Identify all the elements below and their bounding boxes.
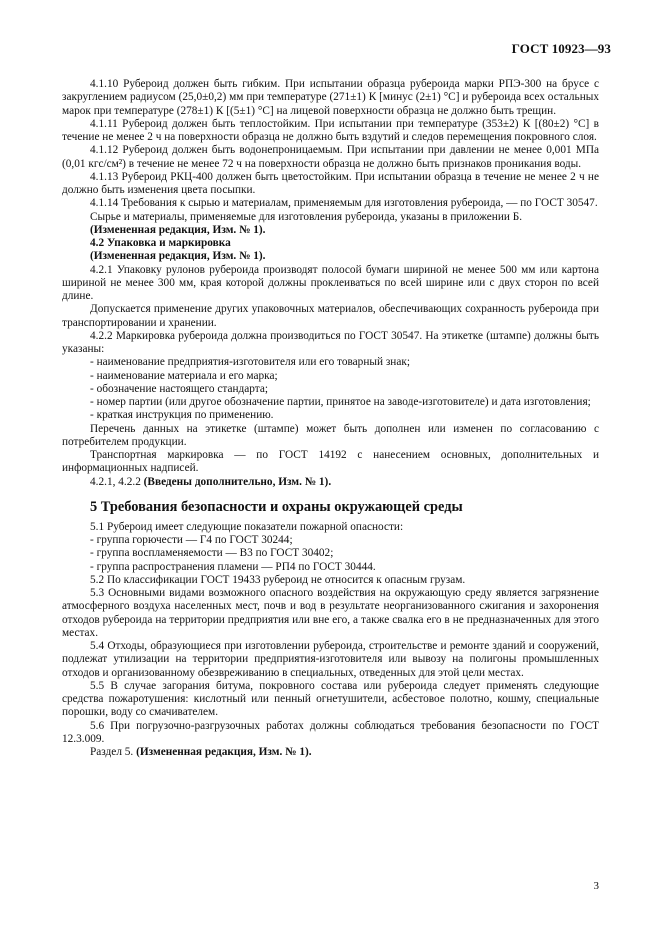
clause-4-1-10: 4.1.10 Рубероид должен быть гибким. При испытании образца рубероида марки РПЭ-300 на брусе с закруглением радиусом (25,0±0,2) мм при температуре (271±1) К [минус (2±1) °С] и рубероида всех остальных марок при температуре (278±1) К [(5±1) °С] на лицевой поверхности образца не должно быть трещин. xyxy=(62,78,599,117)
amendment-note: (Измененная редакция, Изм. № 1). xyxy=(90,223,266,236)
page-number: 3 xyxy=(593,880,599,892)
section-5-ref: Раздел 5. xyxy=(90,746,137,758)
clause-5-6: 5.6 При погрузочно-разгрузочных работах должны соблюдаться требования безопасности по ГОСТ 12.3.009. xyxy=(62,719,599,745)
clause-5-4: 5.4 Отходы, образующиеся при изготовлении рубероида, строительстве и ремонте зданий и сооружений, подлежат утилизации на территории предприятия-изготовителя или вывозу на полигоны промышленных отходов и организованному обезвреживанию в специальных, отведенных для этой цели местах. xyxy=(62,640,599,679)
added-clauses-amendment: (Введены дополнительно, Изм. № 1). xyxy=(143,475,332,488)
amendment-note: (Измененная редакция, Изм. № 1). xyxy=(90,250,266,263)
list-item: - краткая инструкция по применению. xyxy=(90,409,274,422)
section-5-amendment-note xyxy=(62,746,599,759)
list-item: - наименование предприятия-изготовителя или его товарный знак; xyxy=(90,356,410,369)
clause-5-2: 5.2 По классификации ГОСТ 19433 рубероид не относится к опасным грузам. xyxy=(90,573,466,586)
document-header: ГОСТ 10923—93 xyxy=(511,41,611,56)
added-clauses-ref: 4.2.1, 4.2.2 xyxy=(90,475,144,488)
clause-5-5: 5.5 В случае загорания битума, покровного состава или рубероида следует применять следующие средства пожаротушения: кислотный или пенный огнетушители, асбестовое полотно, кошму, специальные порошки, воду со смачивателем. xyxy=(62,679,599,719)
packaging-note: Допускается применение других упаковочных материалов, обеспечивающих сохранность рубероида при транспортировании и хранении. xyxy=(62,303,599,329)
transport-marking-note: Транспортная маркировка — по ГОСТ 14192 с нанесением основных, дополнительных и информационных надписей. xyxy=(62,449,599,475)
added-clauses-note xyxy=(62,476,599,489)
list-item: - группа распространения пламени — РП4 по ГОСТ 30444. xyxy=(90,560,376,573)
clause-4-1-14: 4.1.14 Требования к сырью и материалам, применяемым для изготовления рубероида, — по ГОСТ 30547. xyxy=(90,197,598,210)
document-body xyxy=(62,78,599,759)
clause-4-2-1: 4.2.1 Упаковку рулонов рубероида производят полосой бумаги шириной не менее 500 мм или картона шириной не менее 300 мм, края которой должны проклеиваться по всей ширине или с двух сторон по всей длине. xyxy=(62,263,599,302)
clause-4-1-13: 4.1.13 Рубероид РКЦ-400 должен быть цветостойким. При испытании образца в течение не менее 2 ч не должно быть изменения цвета посыпки. xyxy=(62,170,599,196)
list-item: - группа горючести — Г4 по ГОСТ 30244; xyxy=(90,534,293,546)
list-item: - номер партии (или другое обозначение партии, принятое на заводе-изготовителе) и дата изготовления; xyxy=(90,396,591,408)
section-5-amendment: (Измененная редакция, Изм. № 1). xyxy=(136,746,312,758)
section-heading-5: 5 Требования безопасности и охраны окружающей среды xyxy=(90,498,463,515)
clause-5-3: 5.3 Основными видами возможного опасного воздействия на окружающую среду является загрязнение атмосферного воздуха населенных мест, почв и вод в результате неорганизованного сжигания и захоронения отходов рубероида на территории предприятия или вне его, а также свалка его в не предназначенных для этого местах. xyxy=(62,587,599,639)
list-item: - наименование материала и его марка; xyxy=(90,369,278,382)
clause-5-1: 5.1 Рубероид имеет следующие показатели пожарной опасности: xyxy=(90,520,404,533)
clause-4-1-11: 4.1.11 Рубероид должен быть теплостойким. При испытании при температуре (353±2) К [(80±2) °С] в течение не менее 2 ч на поверхности образца не должно быть вздутий и следов перемещения покровного слоя. xyxy=(62,117,599,143)
list-item: - группа воспламеняемости — В3 по ГОСТ 30402; xyxy=(90,547,334,560)
clause-4-1-12: 4.1.12 Рубероид должен быть водонепроницаемым. При испытании при давлении не менее 0,001 МПа (0,01 кгс/см²) в течение не менее 72 ч на поверхности образца не должно быть признаков проникания воды. xyxy=(62,144,599,170)
list-item: - обозначение настоящего стандарта; xyxy=(90,382,268,395)
clause-4-2-2: 4.2.2 Маркировка рубероида должна производиться по ГОСТ 30547. На этикетке (штампе) должны быть указаны: xyxy=(62,329,599,355)
label-data-note: Перечень данных на этикетке (штампе) может быть дополнен или изменен по согласованию с потребителем продукции. xyxy=(62,422,599,448)
subsection-heading-4-2: 4.2 Упаковка и маркировка xyxy=(90,237,231,249)
materials-note: Сырье и материалы, применяемые для изготовления рубероида, указаны в приложении Б. xyxy=(90,210,523,223)
